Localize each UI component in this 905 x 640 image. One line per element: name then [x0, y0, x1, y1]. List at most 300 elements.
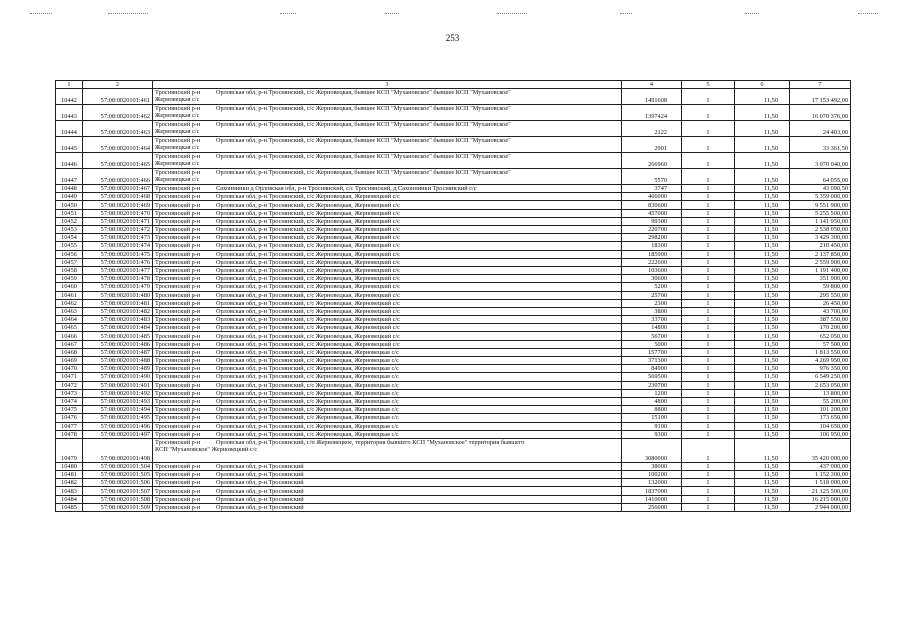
- row-number-cell: 10454: [56, 234, 83, 242]
- area-cell: 2901: [622, 137, 682, 153]
- table-row: [56, 307, 851, 315]
- value-cell: 16 070 376,00: [790, 105, 851, 121]
- value-cell: 59 800,00: [790, 283, 851, 291]
- district-label: Троснянский р-н: [155, 193, 201, 201]
- rate-cell: 11,50: [735, 242, 790, 250]
- district-label: Троснянский р-н: [155, 258, 201, 266]
- quantity-cell: 1: [682, 201, 735, 209]
- quantity-cell: 1: [682, 258, 735, 266]
- address-line: Орловская обл, р-н Троснянский: [216, 471, 304, 479]
- value-cell: 351 900,00: [790, 275, 851, 283]
- address-line: Орловская обл, р-н Троснянский, с/с Жерновецкая, бывшее КСП "Мухановское" бывшее КСП "Мухановское": [216, 169, 511, 177]
- quantity-cell: 1: [682, 217, 735, 225]
- district-label: Троснянский р-н: [155, 503, 201, 511]
- value-cell: 2 944 000,00: [790, 503, 851, 511]
- value-cell: 1 152 300,00: [790, 471, 851, 479]
- quantity-cell: 1: [682, 185, 735, 193]
- address-line: Орловская обл, р-н Троснянский, с/с Жерновецкая, Жерновецкий с/с: [216, 234, 400, 242]
- quantity-cell: 1: [682, 389, 735, 397]
- address-line: Орловская обл, р-н Троснянский, с/с Жерновецкая, Жерновецкий с/с: [216, 291, 400, 299]
- quantity-cell: 1: [682, 324, 735, 332]
- address-continuation: Жерновецкая с/с: [155, 96, 200, 104]
- cadastral-number-cell: 57:08:0020101:494: [83, 406, 153, 414]
- table-row: [56, 503, 851, 511]
- row-number-cell: 10443: [56, 105, 83, 121]
- cadastral-number-cell: 57:08:0020101:474: [83, 242, 153, 250]
- address-line: Орловская обл, р-н Троснянский, с/с Жерновецкая, Жерновецкий с/с: [216, 226, 400, 234]
- rate-cell: 11,50: [735, 422, 790, 430]
- value-cell: 2 653 050,00: [790, 381, 851, 389]
- quantity-cell: 1: [682, 422, 735, 430]
- area-cell: 15100: [622, 414, 682, 422]
- cadastral-number-cell: 57:08:0020101:483: [83, 316, 153, 324]
- cadastral-number-cell: 57:08:0020101:472: [83, 226, 153, 234]
- table-row: [56, 357, 851, 365]
- address-cell: [153, 373, 622, 381]
- rate-cell: 11,50: [735, 332, 790, 340]
- row-number-cell: 10462: [56, 299, 83, 307]
- rate-cell: 11,50: [735, 357, 790, 365]
- address-cell: [153, 291, 622, 299]
- value-cell: 64 055,00: [790, 169, 851, 185]
- area-cell: 569500: [622, 373, 682, 381]
- cadastral-number-cell: 57:08:0020101:488: [83, 357, 153, 365]
- address-line: Орловская обл, р-н Троснянский, с/с Жерновецкая, Жерновецкий с/с: [216, 283, 400, 291]
- area-cell: 3747: [622, 185, 682, 193]
- quantity-cell: 1: [682, 283, 735, 291]
- district-label: Троснянский р-н: [155, 414, 201, 422]
- address-line: Орловская обл, р-н Троснянский, с/с Жерновецкая, Жерновецкая с/с: [216, 414, 399, 422]
- cadastral-number-cell: 57:08:0020101:462: [83, 105, 153, 121]
- cadastral-number-cell: 57:08:0020101:480: [83, 291, 153, 299]
- address-cell: [153, 348, 622, 356]
- quantity-cell: 1: [682, 234, 735, 242]
- cadastral-number-cell: 57:08:0020101:490: [83, 373, 153, 381]
- rate-cell: 11,50: [735, 389, 790, 397]
- row-number-cell: 10480: [56, 462, 83, 470]
- district-label: Троснянский р-н: [155, 373, 201, 381]
- address-continuation: Жерновецкая с/с: [155, 160, 200, 168]
- address-line: Орловская обл, р-н Троснянский, с/с Жерновецкая, бывшее КСП "Мухановское" бывшее КСП "Мухановское": [216, 89, 511, 97]
- table-row: [56, 283, 851, 291]
- cadastral-number-cell: 57:08:0020101:498: [83, 438, 153, 462]
- row-number-cell: 10472: [56, 381, 83, 389]
- quantity-cell: 1: [682, 397, 735, 405]
- rate-cell: 11,50: [735, 283, 790, 291]
- district-label: Троснянский р-н: [155, 217, 201, 225]
- address-cell: [153, 258, 622, 266]
- column-header: 4: [622, 81, 682, 89]
- district-label: Троснянский р-н: [155, 307, 201, 315]
- district-label: Троснянский р-н: [155, 299, 201, 307]
- row-number-cell: 10452: [56, 217, 83, 225]
- table-row: [56, 414, 851, 422]
- value-cell: 101 200,00: [790, 406, 851, 414]
- cadastral-number-cell: 57:08:0020101:489: [83, 365, 153, 373]
- table-row: [56, 266, 851, 274]
- area-cell: 84900: [622, 365, 682, 373]
- address-continuation: Жерновецкая с/с: [155, 128, 200, 136]
- rate-cell: 11,50: [735, 275, 790, 283]
- value-cell: 24 403,00: [790, 121, 851, 137]
- row-number-cell: 10478: [56, 430, 83, 438]
- value-cell: 652 050,00: [790, 332, 851, 340]
- address-line: Орловская обл, р-н Троснянский, с/с Жерновецкая, Жерновецкий с/с: [216, 258, 400, 266]
- quantity-cell: 1: [682, 430, 735, 438]
- district-label: Троснянский р-н: [155, 267, 201, 275]
- cadastral-number-cell: 57:08:0020101:464: [83, 137, 153, 153]
- address-cell: [153, 365, 622, 373]
- address-line: Орловская обл, р-н Троснянский: [216, 503, 304, 511]
- district-label: Троснянский р-н: [155, 209, 201, 217]
- value-cell: 5 359 000,00: [790, 193, 851, 201]
- address-cell: [153, 226, 622, 234]
- rate-cell: 11,50: [735, 153, 790, 169]
- value-cell: 43 090,50: [790, 185, 851, 193]
- quantity-cell: 1: [682, 462, 735, 470]
- district-label: Троснянский р-н: [155, 406, 201, 414]
- address-line: Орловская обл, р-н Троснянский, с/с Жерновецкая, Жерновецкий с/с: [216, 193, 400, 201]
- area-cell: 8800: [622, 406, 682, 414]
- address-line: Сахоннинки д Орловская обл, р-н Троснянский, с/с Троснянский, д Сахоннинки Троснянский с/с: [216, 185, 477, 193]
- area-cell: 33700: [622, 316, 682, 324]
- district-label: Троснянский р-н: [155, 438, 201, 446]
- address-line: Орловская обл, р-н Троснянский, с/с Жерновецкая, Жерновецкая с/с: [216, 348, 399, 356]
- district-label: Троснянский р-н: [155, 291, 201, 299]
- quantity-cell: 1: [682, 121, 735, 137]
- column-header: 3: [153, 81, 622, 89]
- cadastral-number-cell: 57:08:0020101:481: [83, 299, 153, 307]
- address-line: Орловская обл, р-н Троснянский: [216, 487, 304, 495]
- cadastral-number-cell: 57:08:0020101:478: [83, 275, 153, 283]
- address-line: Орловская обл, р-н Троснянский, с/с Жерновецкая, Жерновецкая с/с: [216, 398, 399, 406]
- scan-header-marks: [0, 13, 905, 19]
- area-cell: 14800: [622, 324, 682, 332]
- row-number-cell: 10465: [56, 324, 83, 332]
- table-row: [56, 422, 851, 430]
- table-row: [56, 462, 851, 470]
- area-cell: 99300: [622, 217, 682, 225]
- address-cell: [153, 242, 622, 250]
- value-cell: 21 125 500,00: [790, 487, 851, 495]
- row-number-cell: 10477: [56, 422, 83, 430]
- address-cell: [153, 250, 622, 258]
- district-label: Троснянский р-н: [155, 430, 201, 438]
- table-row: [56, 487, 851, 495]
- table-row: [56, 105, 851, 121]
- row-number-cell: 10442: [56, 89, 83, 105]
- area-cell: 3080000: [622, 438, 682, 462]
- quantity-cell: 1: [682, 406, 735, 414]
- address-cell: [153, 438, 622, 462]
- cadastral-number-cell: 57:08:0020101:505: [83, 471, 153, 479]
- area-cell: 1397424: [622, 105, 682, 121]
- area-cell: 266960: [622, 153, 682, 169]
- table-row: [56, 332, 851, 340]
- row-number-cell: 10450: [56, 201, 83, 209]
- row-number-cell: 10464: [56, 316, 83, 324]
- value-cell: 2 538 050,00: [790, 226, 851, 234]
- table-row: [56, 340, 851, 348]
- row-number-cell: 10473: [56, 389, 83, 397]
- table-row: [56, 397, 851, 405]
- table-row: [56, 381, 851, 389]
- area-cell: 5000: [622, 340, 682, 348]
- cadastral-number-cell: 57:08:0020101:509: [83, 503, 153, 511]
- table-row: [56, 121, 851, 137]
- quantity-cell: 1: [682, 357, 735, 365]
- area-cell: 466000: [622, 193, 682, 201]
- district-label: Троснянский р-н: [155, 357, 201, 365]
- address-cell: [153, 332, 622, 340]
- rate-cell: 11,50: [735, 258, 790, 266]
- district-label: Троснянский р-н: [155, 283, 201, 291]
- row-number-cell: 10449: [56, 193, 83, 201]
- value-cell: 33 361,50: [790, 137, 851, 153]
- rate-cell: 11,50: [735, 121, 790, 137]
- district-label: Троснянский р-н: [155, 201, 201, 209]
- rate-cell: 11,50: [735, 137, 790, 153]
- address-line: Орловская обл, р-н Троснянский, с/с Жерновецкая, Жерновецкий с/с: [216, 267, 400, 275]
- address-line: Орловская обл, р-н Троснянский, с/с Жерновецкая, Жерновецкая с/с: [216, 381, 399, 389]
- cadastral-number-cell: 57:08:0020101:461: [83, 89, 153, 105]
- rate-cell: 11,50: [735, 234, 790, 242]
- cadastral-number-cell: 57:08:0020101:485: [83, 332, 153, 340]
- address-cell: [153, 414, 622, 422]
- address-line: Орловская обл, р-н Троснянский, с/с Жерновецкая, бывшее КСП "Мухановское" бывшее КСП "Мухановское": [216, 121, 511, 129]
- area-cell: 18300: [622, 242, 682, 250]
- address-cell: [153, 153, 622, 169]
- rate-cell: 11,50: [735, 381, 790, 389]
- area-cell: 100200: [622, 471, 682, 479]
- address-cell: [153, 275, 622, 283]
- address-cell: [153, 283, 622, 291]
- value-cell: 3 070 040,00: [790, 153, 851, 169]
- column-header: 5: [682, 81, 735, 89]
- quantity-cell: 1: [682, 193, 735, 201]
- district-label: Троснянский р-н: [155, 348, 201, 356]
- rate-cell: 11,50: [735, 406, 790, 414]
- cadastral-number-cell: 57:08:0020101:507: [83, 487, 153, 495]
- address-line: Орловская обл, р-н Троснянский, с/с Жерновецкая, Жерновецкий с/с: [216, 299, 400, 307]
- cadastral-number-cell: 57:08:0020101:465: [83, 153, 153, 169]
- column-header: 1: [56, 81, 83, 89]
- quantity-cell: 1: [682, 332, 735, 340]
- column-number-row: [56, 81, 851, 89]
- row-number-cell: 10467: [56, 340, 83, 348]
- table-row: [56, 242, 851, 250]
- table-row: [56, 217, 851, 225]
- quantity-cell: 1: [682, 495, 735, 503]
- table-row: [56, 226, 851, 234]
- row-number-cell: 10469: [56, 357, 83, 365]
- table-row: [56, 389, 851, 397]
- cadastral-number-cell: 57:08:0020101:487: [83, 348, 153, 356]
- district-label: Троснянский р-н: [155, 185, 201, 193]
- quantity-cell: 1: [682, 365, 735, 373]
- area-cell: 256000: [622, 503, 682, 511]
- address-line: Орловская обл, р-н Троснянский, с/с Жерновецкая, Жерновецкий с/с: [216, 324, 400, 332]
- table-row: [56, 373, 851, 381]
- table-row: [56, 495, 851, 503]
- table-row: [56, 258, 851, 266]
- cadastral-number-cell: 57:08:0020101:506: [83, 479, 153, 487]
- area-cell: 103600: [622, 266, 682, 274]
- address-cell: [153, 357, 622, 365]
- area-cell: 157700: [622, 348, 682, 356]
- area-cell: 5570: [622, 169, 682, 185]
- cadastral-number-cell: 57:08:0020101:492: [83, 389, 153, 397]
- quantity-cell: 1: [682, 242, 735, 250]
- area-cell: 2122: [622, 121, 682, 137]
- row-number-cell: 10481: [56, 471, 83, 479]
- row-number-cell: 10446: [56, 153, 83, 169]
- address-line: Орловская обл, р-н Троснянский: [216, 479, 304, 487]
- address-continuation: КСП "Мухановское" Жерновецкий с/с: [155, 446, 258, 453]
- area-cell: 38000: [622, 462, 682, 470]
- address-continuation: Жерновецкая с/с: [155, 144, 200, 152]
- row-number-cell: 10468: [56, 348, 83, 356]
- area-cell: 9100: [622, 422, 682, 430]
- table-row: [56, 275, 851, 283]
- value-cell: 2 137 850,00: [790, 250, 851, 258]
- address-cell: [153, 193, 622, 201]
- cadastral-number-cell: 57:08:0020101:482: [83, 307, 153, 315]
- rate-cell: 11,50: [735, 414, 790, 422]
- address-line: Орловская обл, р-н Троснянский, с/с Жерновецкая, Жерновецкий с/с: [216, 201, 400, 209]
- rate-cell: 11,50: [735, 209, 790, 217]
- row-number-cell: 10466: [56, 332, 83, 340]
- cadastral-number-cell: 57:08:0020101:471: [83, 217, 153, 225]
- row-number-cell: 10461: [56, 291, 83, 299]
- row-number-cell: 10456: [56, 250, 83, 258]
- area-cell: 371300: [622, 357, 682, 365]
- row-number-cell: 10476: [56, 414, 83, 422]
- address-cell: [153, 495, 622, 503]
- cadastral-number-cell: 57:08:0020101:475: [83, 250, 153, 258]
- district-label: Троснянский р-н: [155, 462, 201, 470]
- rate-cell: 11,50: [735, 373, 790, 381]
- value-cell: 2 559 900,00: [790, 258, 851, 266]
- address-cell: [153, 340, 622, 348]
- table-row: [56, 291, 851, 299]
- address-line: Орловская обл, р-н Троснянский, с/с Жерновецкая, Жерновецкий с/с: [216, 242, 400, 250]
- rate-cell: 11,50: [735, 438, 790, 462]
- area-cell: 230700: [622, 381, 682, 389]
- rate-cell: 11,50: [735, 365, 790, 373]
- address-cell: [153, 389, 622, 397]
- area-cell: 132000: [622, 479, 682, 487]
- column-header: 7: [790, 81, 851, 89]
- address-line: Орловская обл, р-н Троснянский, с/с Жерновецкая, Жерновецкий с/с: [216, 217, 400, 225]
- row-number-cell: 10459: [56, 275, 83, 283]
- table-row: [56, 185, 851, 193]
- rate-cell: 11,50: [735, 307, 790, 315]
- cadastral-number-cell: 57:08:0020101:486: [83, 340, 153, 348]
- rate-cell: 11,50: [735, 324, 790, 332]
- rate-cell: 11,50: [735, 299, 790, 307]
- quantity-cell: 1: [682, 503, 735, 511]
- table-row: [56, 316, 851, 324]
- column-header: 6: [735, 81, 790, 89]
- quantity-cell: 1: [682, 487, 735, 495]
- area-cell: 1491608: [622, 89, 682, 105]
- land-plots-table: [55, 80, 851, 512]
- table-row: [56, 234, 851, 242]
- row-number-cell: 10458: [56, 266, 83, 274]
- cadastral-number-cell: 57:08:0020101:491: [83, 381, 153, 389]
- rate-cell: 11,50: [735, 193, 790, 201]
- address-cell: [153, 299, 622, 307]
- area-cell: 1410000: [622, 495, 682, 503]
- table-row: [56, 250, 851, 258]
- value-cell: 1 518 000,00: [790, 479, 851, 487]
- row-number-cell: 10463: [56, 307, 83, 315]
- address-cell: [153, 266, 622, 274]
- row-number-cell: 10479: [56, 438, 83, 462]
- address-line: Орловская обл, р-н Троснянский, с/п Жерновецкое, территория бывшего КСП "Мухановское" территория бывшего: [216, 438, 525, 446]
- rate-cell: 11,50: [735, 266, 790, 274]
- quantity-cell: 1: [682, 373, 735, 381]
- quantity-cell: 1: [682, 266, 735, 274]
- address-cell: [153, 422, 622, 430]
- district-label: Троснянский р-н: [155, 340, 201, 348]
- quantity-cell: 1: [682, 414, 735, 422]
- address-line: Орловская обл, р-н Троснянский, с/с Жерновецкая, Жерновецкая с/с: [216, 422, 399, 430]
- row-number-cell: 10484: [56, 495, 83, 503]
- address-line: Орловская обл, р-н Троснянский, с/с Жерновецкая, Жерновецкий с/с: [216, 340, 400, 348]
- address-cell: [153, 307, 622, 315]
- rate-cell: 11,50: [735, 89, 790, 105]
- area-cell: 830600: [622, 201, 682, 209]
- row-number-cell: 10453: [56, 226, 83, 234]
- quantity-cell: 1: [682, 209, 735, 217]
- rate-cell: 11,50: [735, 226, 790, 234]
- table-row: [56, 209, 851, 217]
- address-cell: [153, 169, 622, 185]
- row-number-cell: 10470: [56, 365, 83, 373]
- table-row: [56, 89, 851, 105]
- row-number-cell: 10482: [56, 479, 83, 487]
- rate-cell: 11,50: [735, 169, 790, 185]
- district-label: Троснянский р-н: [155, 389, 201, 397]
- area-cell: 25700: [622, 291, 682, 299]
- value-cell: 173 650,00: [790, 414, 851, 422]
- area-cell: 4800: [622, 397, 682, 405]
- rate-cell: 11,50: [735, 201, 790, 209]
- address-cell: [153, 430, 622, 438]
- table-row: [56, 324, 851, 332]
- rate-cell: 11,50: [735, 316, 790, 324]
- address-cell: [153, 487, 622, 495]
- value-cell: 104 650,00: [790, 422, 851, 430]
- value-cell: 170 200,00: [790, 324, 851, 332]
- area-cell: 5200: [622, 283, 682, 291]
- row-number-cell: 10457: [56, 258, 83, 266]
- value-cell: 26 450,00: [790, 299, 851, 307]
- rate-cell: 11,50: [735, 348, 790, 356]
- cadastral-number-cell: 57:08:0020101:508: [83, 495, 153, 503]
- row-number-cell: 10444: [56, 121, 83, 137]
- address-line: Орловская обл, р-н Троснянский, с/с Жерновецкая, бывшее КСП "Мухановское" бывшее КСП "Мухановское": [216, 153, 511, 161]
- cadastral-number-cell: 57:08:0020101:477: [83, 266, 153, 274]
- table-row: [56, 479, 851, 487]
- row-number-cell: 10474: [56, 397, 83, 405]
- address-line: Орловская обл, р-н Троснянский, с/с Жерновецкая, Жерновецкий с/с: [216, 307, 400, 315]
- district-label: Троснянский р-н: [155, 137, 201, 145]
- area-cell: 2300: [622, 299, 682, 307]
- district-label: Троснянский р-н: [155, 275, 201, 283]
